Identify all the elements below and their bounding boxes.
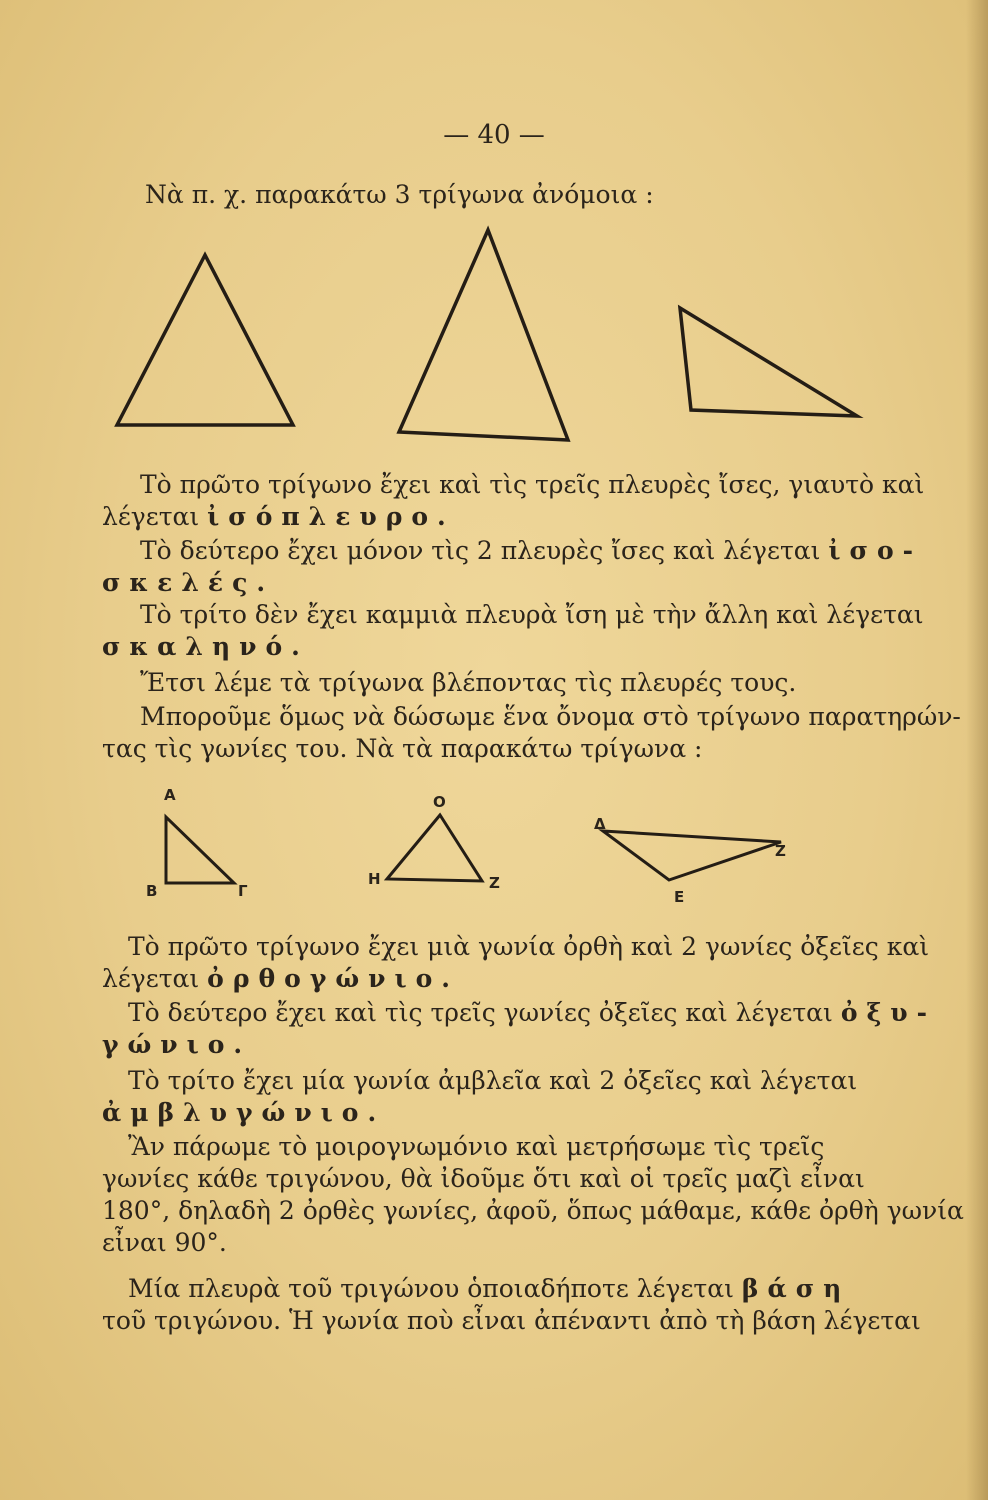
p2-line2: [102, 964, 459, 994]
p2-line11: [128, 1274, 850, 1304]
term-scalene: σκαληνό.: [102, 632, 309, 661]
term-isosceles-start: ἰσο-: [828, 536, 923, 565]
term-acute-start: ὀξυ-: [840, 998, 937, 1027]
p2-line1: Τὸ πρῶτο τρίγωνο ἔχει μιὰ γωνία ὀρθὴ καὶ 2 γωνίες ὀξεῖες καὶ: [128, 932, 930, 961]
label-h: Η: [368, 870, 381, 888]
p2-line8: γωνίες κάθε τριγώνου, θὰ ἰδοῦμε ὅτι καὶ οἱ τρεῖς μαζὶ εἶναι: [102, 1164, 865, 1193]
p2-line10: εἶναι 90°.: [102, 1228, 227, 1257]
label-e: Ε: [674, 888, 685, 906]
p2-line7: Ἂν πάρωμε τὸ μοιρογνωμόνιο καὶ μετρήσωμε τὶς τρεῖς: [128, 1132, 825, 1161]
label-z: Ζ: [489, 874, 500, 892]
scalene-triangle: [680, 308, 857, 416]
p2-line3-text: Τὸ δεύτερο ἔχει καὶ τὶς τρεῖς γωνίες ὀξεῖες καὶ λέγεται: [128, 998, 833, 1027]
term-acute-end: γώνιο.: [102, 1030, 252, 1059]
p1-line2: [102, 502, 455, 532]
equilateral-triangle: [117, 255, 293, 425]
label-b: Β: [146, 882, 158, 900]
term-base: βάση: [741, 1274, 851, 1303]
page-number: — 40 —: [443, 120, 545, 150]
term-obtuse: ἀμβλυγώνιο.: [102, 1098, 386, 1127]
p1-line1: Τὸ πρῶτο τρίγωνο ἔχει καὶ τὶς τρεῖς πλευρὲς ἴσες, γιαυτὸ καὶ: [140, 470, 925, 499]
p2-line12: τοῦ τριγώνου. Ἡ γωνία ποὺ εἶναι ἀπέναντι ἀπὸ τὴ βάση λέγεται: [102, 1306, 921, 1335]
p1-line9: τας τὶς γωνίες του. Νὰ τὰ παρακάτω τρίγωνα :: [102, 734, 703, 763]
isosceles-triangle: [399, 230, 568, 440]
p1-line8: Μποροῦμε ὅμως νὰ δώσωμε ἕνα ὄνομα στὸ τρίγωνο παρατηρών-: [140, 702, 961, 731]
p2-line11-text: Μία πλευρὰ τοῦ τριγώνου ὁποιαδήποτε λέγεται: [128, 1274, 734, 1303]
p2-line2-text: λέγεται: [102, 964, 200, 993]
p1-line4: [102, 568, 274, 598]
term-equilateral: ἰσόπλευρο.: [207, 502, 455, 531]
p2-line5: Τὸ τρίτο ἔχει μία γωνία ἀμβλεῖα καὶ 2 ὀξεῖες καὶ λέγεται: [128, 1066, 858, 1095]
label-g: Γ: [238, 882, 248, 900]
label-zeta: Ζ: [775, 842, 786, 860]
p1-line3-text: Τὸ δεύτερο ἔχει μόνον τὶς 2 πλευρὲς ἴσες καὶ λέγεται: [140, 536, 821, 565]
p2-line4: [102, 1030, 251, 1060]
intro-line: Νὰ π. χ. παρακάτω 3 τρίγωνα ἀνόμοια :: [145, 180, 654, 209]
label-o: Ο: [433, 793, 446, 811]
p2-line9: 180°, δηλαδὴ 2 ὀρθὲς γωνίες, ἀφοῦ, ὅπως μάθαμε, κάθε ὀρθὴ γωνία: [102, 1196, 964, 1225]
p1-line6: [102, 632, 309, 662]
p1-line3: [140, 536, 922, 566]
p2-line3: [128, 998, 936, 1028]
p1-line5: Τὸ τρίτο δὲν ἔχει καμμιὰ πλευρὰ ἴση μὲ τὴν ἄλλη καὶ λέγεται: [140, 600, 924, 629]
label-d: Δ: [594, 815, 606, 833]
term-right-angled: ὀρθογώνιο.: [207, 964, 459, 993]
label-a: Α: [164, 786, 176, 804]
p2-line6: [102, 1098, 385, 1128]
right-triangle: [166, 817, 234, 883]
term-isosceles-end: σκελές.: [102, 568, 275, 597]
obtuse-triangle: [603, 831, 781, 880]
p1-line7: Ἔτσι λέμε τὰ τρίγωνα βλέποντας τὶς πλευρές τους.: [140, 668, 797, 697]
acute-triangle: [387, 815, 482, 881]
p1-line2-text: λέγεται: [102, 502, 200, 531]
